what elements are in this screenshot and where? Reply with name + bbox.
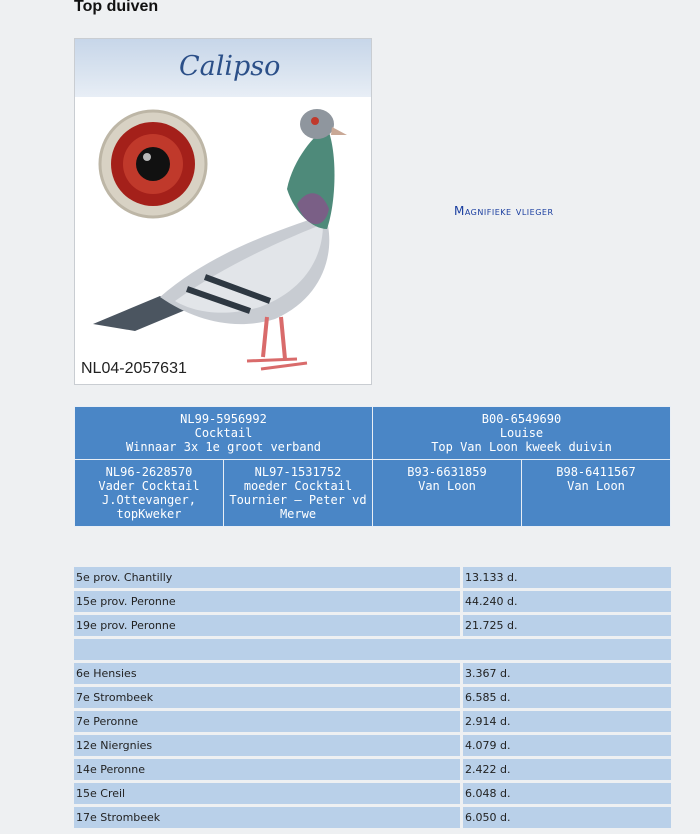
table-row [74, 735, 671, 759]
grandparent-line: Tournier – Peter vd [229, 493, 367, 507]
table-row [74, 807, 671, 831]
distance-cell: 6.050 d. [463, 807, 671, 831]
table-row [74, 783, 671, 807]
father-note: Winnaar 3x 1e groot verband [125, 440, 322, 454]
table-row [74, 615, 671, 639]
pigeon-photo [74, 38, 372, 385]
pedigree-grandparent [373, 460, 522, 527]
bird-tagline: Magnifieke vlieger [454, 204, 554, 218]
mother-note: Top Van Loon kweek duivin [431, 440, 612, 454]
table-row [74, 663, 671, 687]
race-cell: 5e prov. Chantilly [74, 567, 463, 591]
table-row [74, 567, 671, 591]
race-cell: 6e Hensies [74, 663, 463, 687]
distance-cell: 6.585 d. [463, 687, 671, 711]
race-cell: 17e Strombeek [74, 807, 463, 831]
mother-ring: B00-6549690 [481, 412, 562, 426]
bird-name: Calipso [179, 51, 281, 82]
father-ring: NL99-5956992 [180, 412, 267, 426]
pedigree-mother [373, 407, 671, 460]
table-row-spacer [74, 639, 671, 663]
grandparent-line: moeder Cocktail [243, 479, 353, 493]
grandparent-line: Van Loon [567, 479, 625, 493]
grandparent-ring: B93-6631859 [407, 465, 487, 479]
distance-cell: 6.048 d. [463, 783, 671, 807]
pigeon-illustration [75, 39, 372, 385]
distance-cell: 21.725 d. [463, 615, 671, 639]
grandparent-ring: B98-6411567 [556, 465, 636, 479]
race-cell: 12e Niergnies [74, 735, 463, 759]
race-cell: 7e Peronne [74, 711, 463, 735]
race-cell: 15e prov. Peronne [74, 591, 463, 615]
race-cell: 7e Strombeek [74, 687, 463, 711]
results-table [74, 567, 671, 831]
distance-cell: 13.133 d. [463, 567, 671, 591]
race-cell: 15e Creil [74, 783, 463, 807]
grandparent-line: Vader Cocktail [98, 479, 200, 493]
father-name: Cocktail [194, 426, 253, 440]
distance-cell: 44.240 d. [463, 591, 671, 615]
distance-cell: 2.914 d. [463, 711, 671, 735]
bird-ring-number: NL04-2057631 [81, 360, 187, 377]
pedigree-grandparent [75, 460, 224, 527]
grandparent-ring: NL96-2628570 [105, 465, 193, 479]
table-row [74, 687, 671, 711]
grandparent-line: J.Ottevanger, [102, 493, 196, 507]
table-row [74, 759, 671, 783]
grandparent-line: topKweker [116, 507, 182, 521]
pedigree-grandparent [224, 460, 373, 527]
table-row [74, 591, 671, 615]
grandparent-ring: NL97-1531752 [254, 465, 342, 479]
pedigree-father [75, 407, 373, 460]
spacer-cell [74, 639, 671, 663]
pedigree-table [74, 406, 671, 527]
table-row [74, 711, 671, 735]
distance-cell: 4.079 d. [463, 735, 671, 759]
race-cell: 19e prov. Peronne [74, 615, 463, 639]
grandparent-line: Van Loon [418, 479, 476, 493]
distance-cell: 3.367 d. [463, 663, 671, 687]
mother-name: Louise [499, 426, 544, 440]
page-title: Top duiven [74, 0, 159, 15]
race-cell: 14e Peronne [74, 759, 463, 783]
pedigree-grandparent [522, 460, 671, 527]
distance-cell: 2.422 d. [463, 759, 671, 783]
grandparent-line: Merwe [279, 507, 317, 521]
